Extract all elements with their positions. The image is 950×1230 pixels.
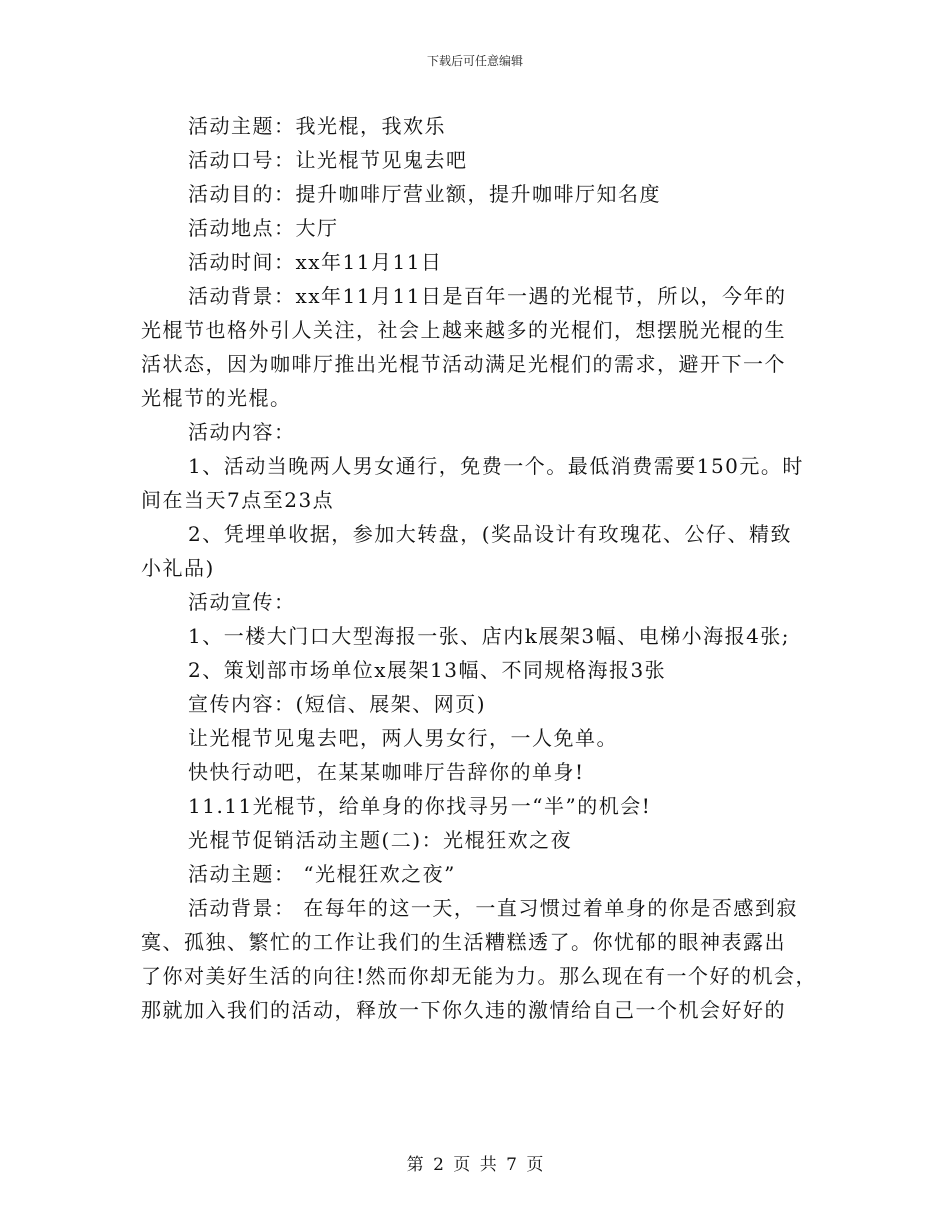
text-line: 了你对美好生活的向往!然而你却无能为力。那么现在有一个好的机会， xyxy=(141,964,818,988)
text-line: 宣传内容：(短信、展架、网页) xyxy=(188,692,487,716)
page-header: 下载后可任意编辑 xyxy=(426,54,523,68)
text-line: 活动背景： 在每年的这一天，一直习惯过着单身的你是否感到寂 xyxy=(188,896,798,920)
text-line: 光棍节促销活动主题(二)：光棍狂欢之夜 xyxy=(188,828,573,852)
text-line: 1、一楼大门口大型海报一张、店内k展架3幅、电梯小海报4张; xyxy=(188,624,791,648)
text-line: 1、活动当晚两人男女通行，免费一个。最低消费需要150元。时 xyxy=(188,454,804,478)
text-line: 活动内容： xyxy=(188,420,296,444)
page-footer: 第 2 页 共 7 页 xyxy=(406,1155,544,1175)
text-line: 2、凭埋单收据，参加大转盘，(奖品设计有玫瑰花、公仔、精致 xyxy=(188,522,793,546)
text-line: 活动时间：xx年11月11日 xyxy=(188,250,443,274)
text-line: 那就加入我们的活动，释放一下你久违的激情给自己一个机会好好的 xyxy=(141,998,786,1022)
document-body xyxy=(141,109,818,1027)
text-line: 活动主题：我光棍，我欢乐 xyxy=(188,114,446,138)
text-line: 让光棍节见鬼去吧，两人男女行，一人免单。 xyxy=(188,726,618,750)
text-line: 间在当天7点至23点 xyxy=(141,488,335,512)
text-line: 活状态，因为咖啡厅推出光棍节活动满足光棍们的需求，避开下一个 xyxy=(141,352,786,376)
text-line: 活动地点：大厅 xyxy=(188,216,339,240)
text-line: 2、策划部市场单位x展架13幅、不同规格海报3张 xyxy=(188,658,667,682)
text-line: 活动目的：提升咖啡厅营业额，提升咖啡厅知名度 xyxy=(188,182,661,206)
text-line: 快快行动吧，在某某咖啡厅告辞你的单身! xyxy=(188,760,585,784)
text-line: 活动主题： “光棍狂欢之夜” xyxy=(188,862,456,886)
text-line: 寞、孤独、繁忙的工作让我们的生活糟糕透了。你忧郁的眼神表露出 xyxy=(141,930,786,954)
text-line: 光棍节也格外引人关注，社会上越来越多的光棍们，想摆脱光棍的生 xyxy=(141,318,786,342)
text-line: 光棍节的光棍。 xyxy=(141,386,292,410)
text-line: 11.11光棍节，给单身的你找寻另一“半”的机会! xyxy=(188,794,652,818)
text-line: 活动口号：让光棍节见鬼去吧 xyxy=(188,148,468,172)
text-line: 活动背景：xx年11月11日是百年一遇的光棍节，所以，今年的 xyxy=(188,284,787,308)
text-line: 小礼品) xyxy=(141,556,215,580)
text-line: 活动宣传： xyxy=(188,590,296,614)
